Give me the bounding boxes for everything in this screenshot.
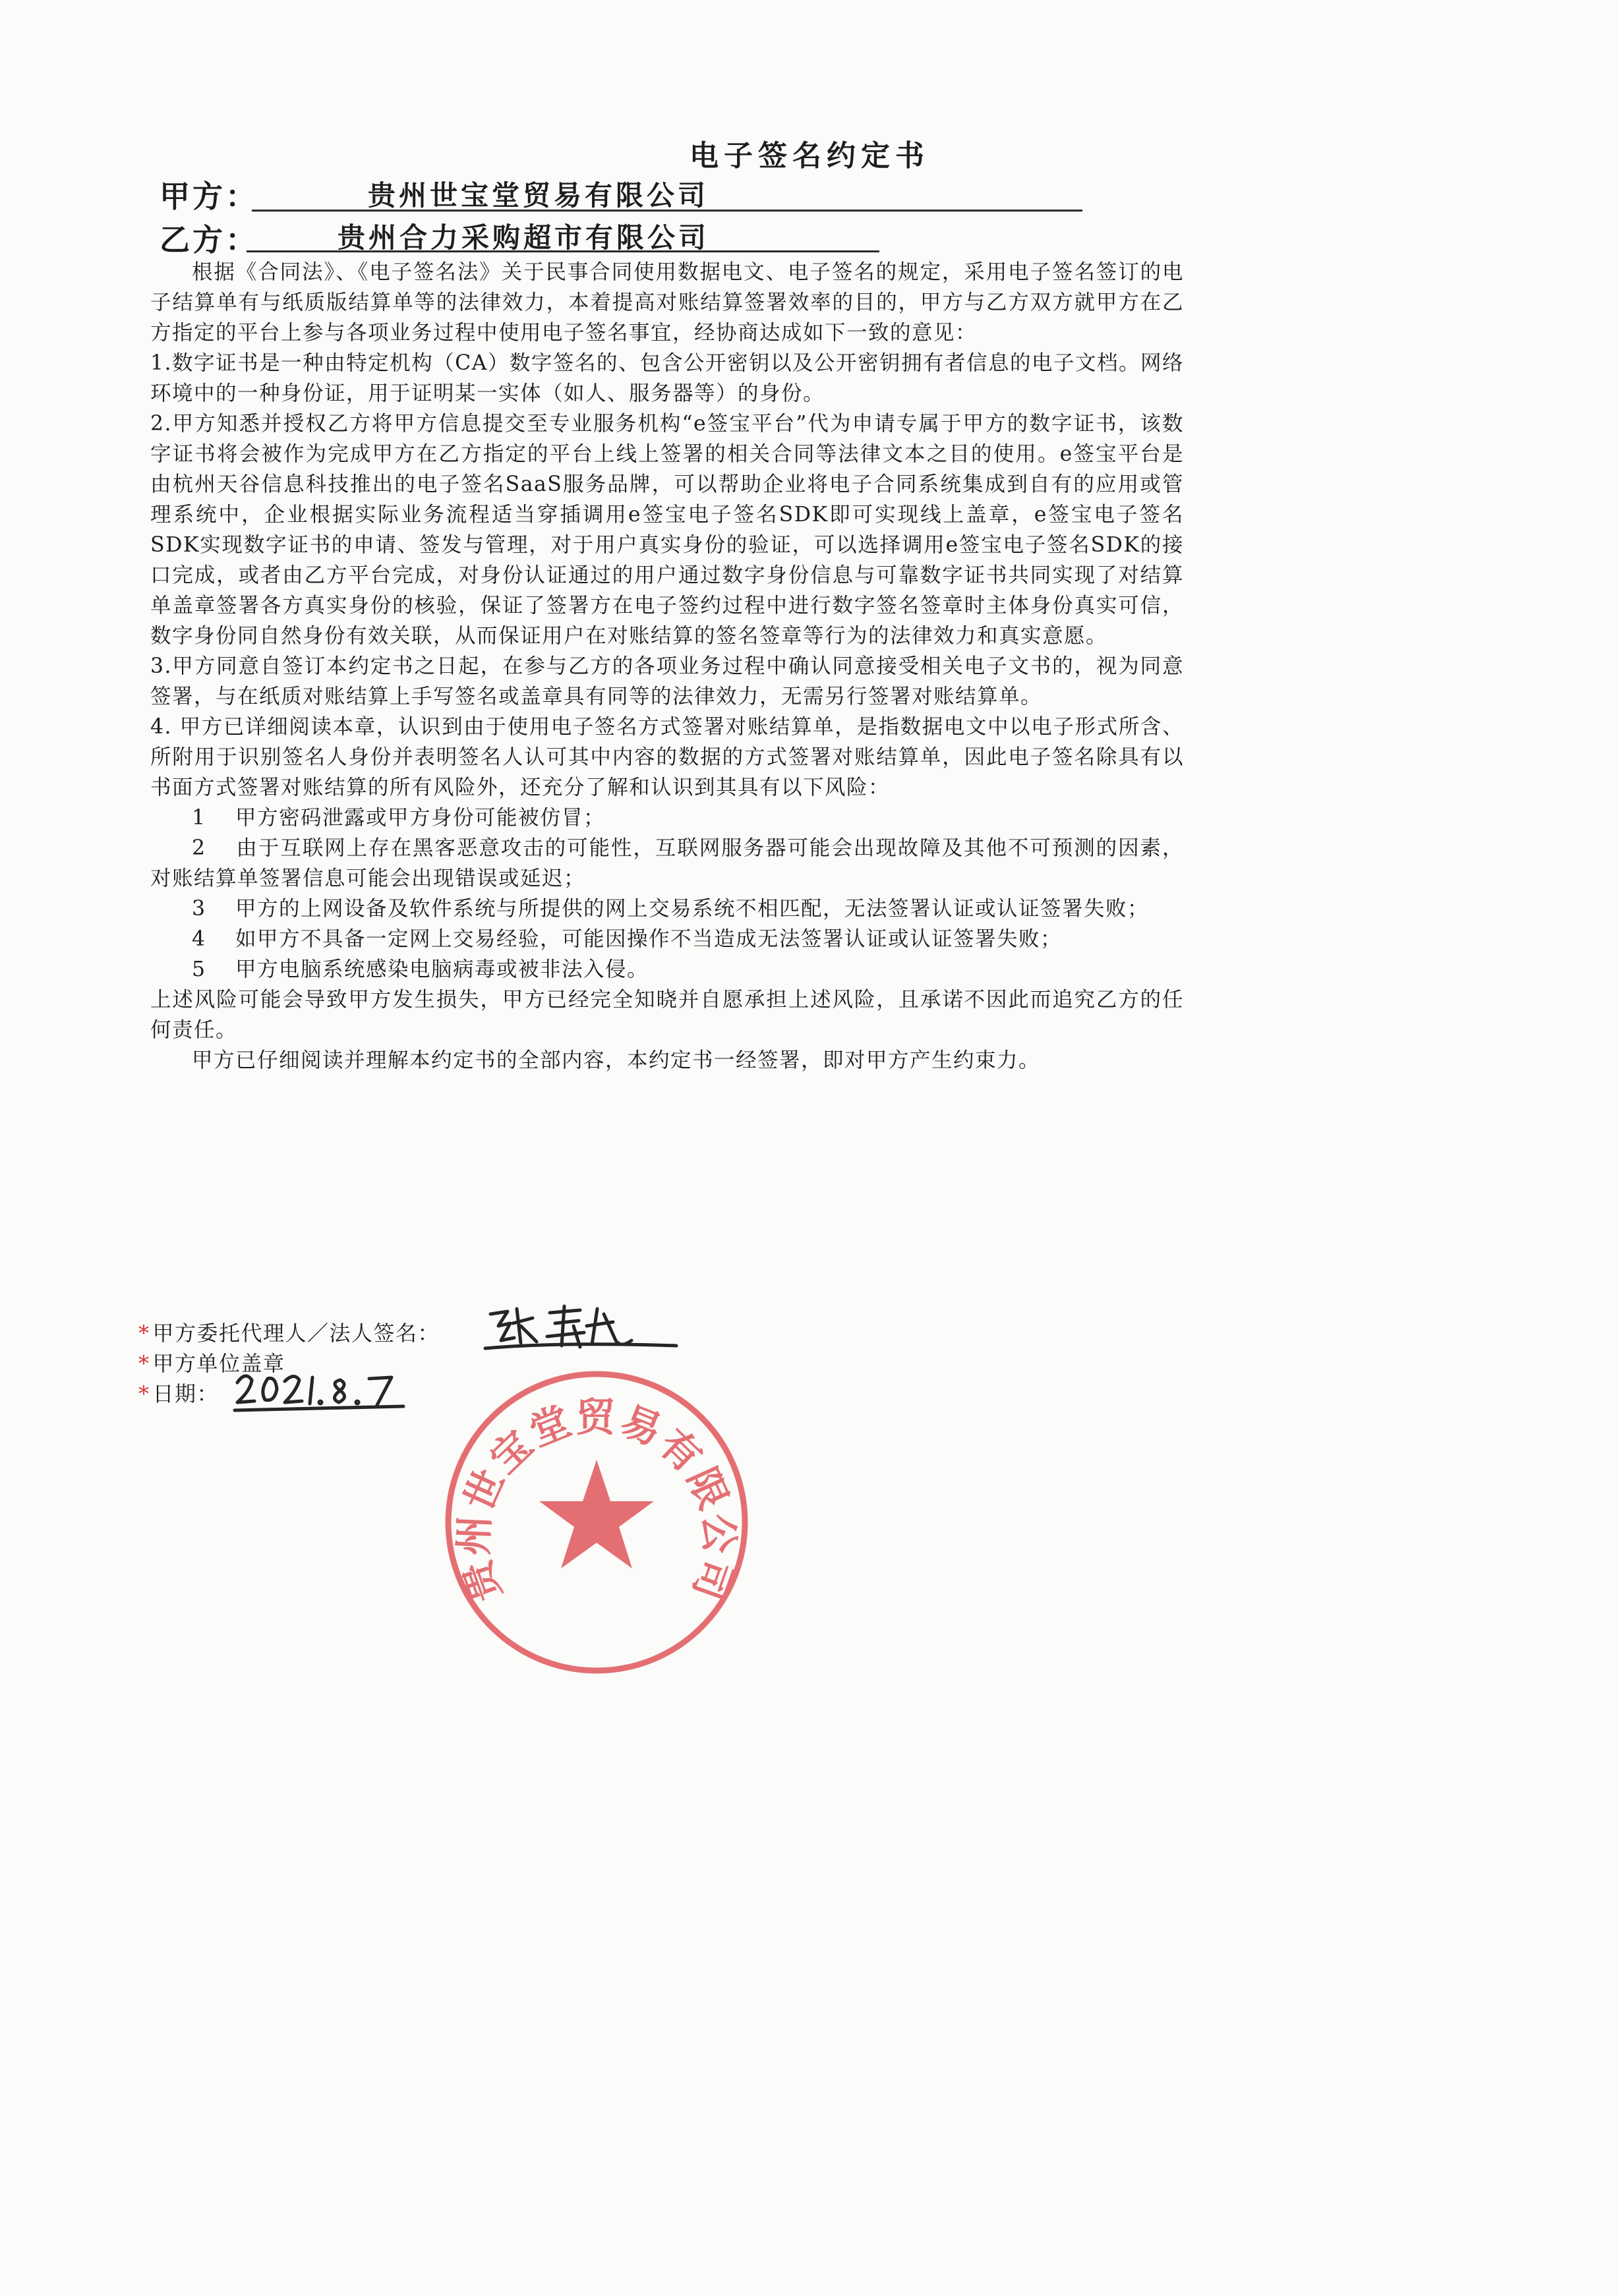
document-title: 电子签名约定书 — [690, 139, 929, 173]
clause-1: 1.数字证书是一种由特定机构（CA）数字签名的、包含公开密钥以及公开密钥拥有者信息的电子文档。网络环境中的一种身份证，用于证明某一实体（如人、服务器等）的身份。 — [150, 351, 1184, 405]
risk-item-2: 2 由于互联网上存在黑客恶意攻击的可能性，互联网服务器可能会出现故障及其他不可预测的因素，对账结算单签署信息可能会出现错误或延迟； — [150, 836, 1184, 890]
required-star: * — [138, 1321, 150, 1346]
party-b-label: 乙方： — [160, 222, 258, 258]
seal-star-icon — [539, 1460, 654, 1568]
binding-statement: 甲方已仔细阅读并理解本约定书的全部内容，本约定书一经签署，即对甲方产生约束力。 — [192, 1048, 1041, 1072]
party-b-row — [160, 216, 885, 256]
party-b-name: 贵州合力采购超市有限公司 — [338, 221, 710, 254]
handwritten-signature — [481, 1300, 679, 1355]
required-star: * — [138, 1351, 150, 1376]
date-label: 日期： — [152, 1381, 220, 1406]
agreement-body — [150, 257, 1184, 1076]
risk-item-5: 5 甲方电脑系统感染电脑病毒或被非法入侵。 — [192, 958, 649, 981]
agent-signature-label: 甲方委托代理人／法人签名： — [152, 1321, 440, 1346]
seal-text-path: 贵州世宝堂贸易有限公司 — [450, 1394, 743, 1608]
risk-item-3: 3 甲方的上网设备及软件系统与所提供的网上交易系统不相匹配，无法签署认证或认证签署失败； — [192, 897, 1150, 921]
clause-3: 3.甲方同意自签订本约定书之日起，在参与乙方的各项业务过程中确认同意接受相关电子文书的，视为同意签署，与在纸质对账结算上手写签名或盖章具有同等的法律效力，无需另行签署对账结算单。 — [150, 654, 1184, 708]
intro-paragraph: 根据《合同法》、《电子签名法》关于民事合同使用数据电文、电子签名的规定，采用电子签名签订的电子结算单有与纸质版结算单等的法律效力，本着提高对账结算签署效率的目的，甲方与乙方双方就甲方在乙方指定的平台上参与各项业务过程中使用电子签名事宜，经协商达成如下一致的意见： — [150, 260, 1184, 345]
party-a-row — [160, 173, 1082, 212]
risk-item-4: 4 如甲方不具备一定网上交易经验，可能因操作不当造成无法签署认证或认证签署失败； — [192, 927, 1063, 951]
seal-label: 甲方单位盖章 — [152, 1351, 285, 1376]
clause-2: 2.甲方知悉并授权乙方将甲方信息提交至专业服务机构“e签宝平台”代为申请专属于甲方的数字证书，该数字证书将会被作为完成甲方在乙方指定的平台上线上签署的相关合同等法律文本之目的使用。e签宝平台是由杭州天谷信息科技推出的电子签名SaaS服务品牌，可以帮助企业将电子合同系统集成到自有的应用或管理系统中，企业根据实际业务流程适当穿插调用e签宝电子签名SDK即可实现线上盖章，e签宝电子签名SDK实现数字证书的申请、签发与管理，对于用户真实身份的验证，可以选择调用e签宝电子签名SDK的接口完成，或者由乙方平台完成，对身份认证通过的用户通过数字身份信息与可靠数字证书共同实现了对结算单盖章签署各方真实身份的核验，保证了签署方在电子签约过程中进行数字签名签章时主体身份真实可信，数字身份同自然身份有效关联，从而保证用户在对账结算的签名签章等行为的法律效力和真实意愿。 — [150, 412, 1184, 648]
party-a-label: 甲方： — [160, 179, 258, 214]
risk-item-1: 1 甲方密码泄露或甲方身份可能被仿冒； — [192, 806, 606, 830]
handwritten-date — [231, 1364, 409, 1414]
agent-signature-line — [138, 1318, 732, 1348]
required-star: * — [138, 1381, 150, 1406]
company-seal — [442, 1367, 751, 1677]
closing-statement: 上述风险可能会导致甲方发生损失，甲方已经完全知晓并自愿承担上述风险，且承诺不因此而追究乙方的任何责任。 — [150, 988, 1184, 1042]
party-a-name: 贵州世宝堂贸易有限公司 — [368, 179, 709, 212]
clause-4: 4. 甲方已详细阅读本章，认识到由于使用电子签名方式签署对账结算单，是指数据电文中以电子形式所含、所附用于识别签名人身份并表明签名人认可其中内容的数据的方式签署对账结算单，因此电子签名除具有以书面方式签署对账结算的所有风险外，还充分了解和认识到其具有以下风险： — [150, 715, 1184, 799]
